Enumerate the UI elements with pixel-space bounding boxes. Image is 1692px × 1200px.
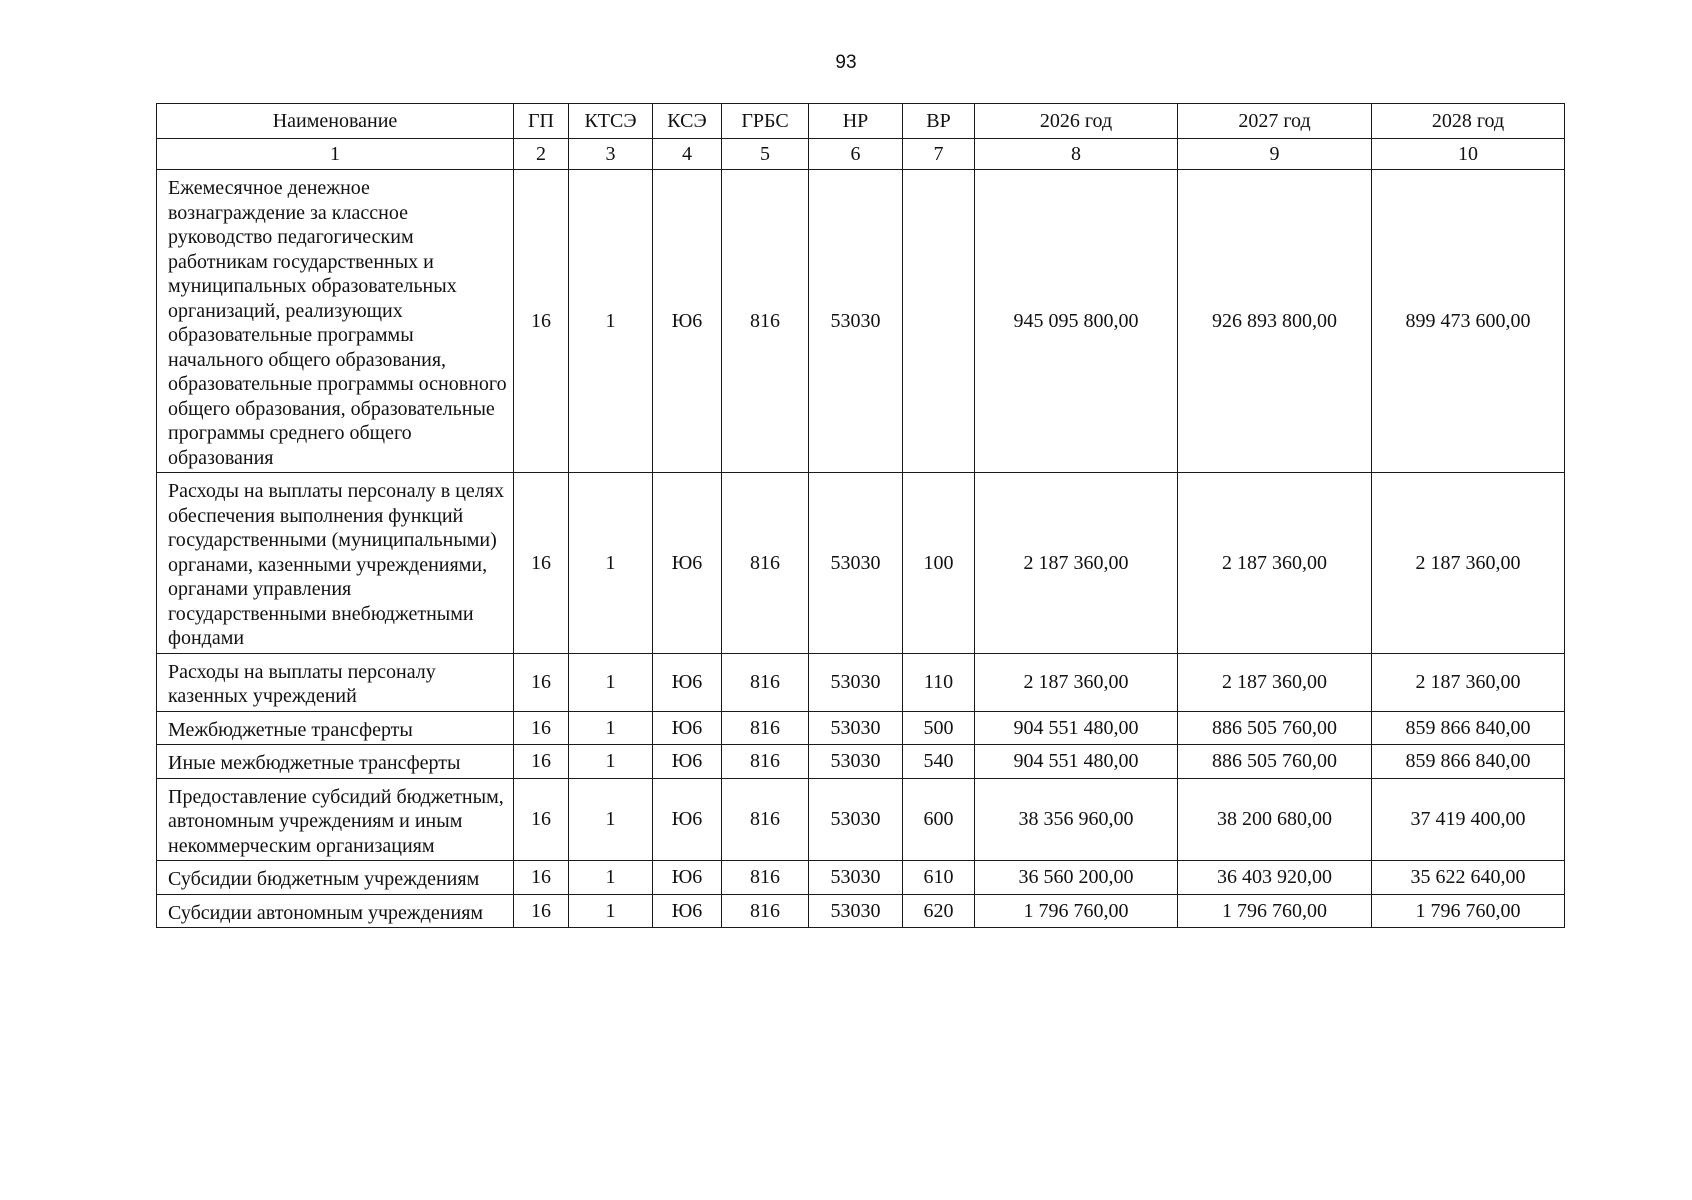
row-gp: 16 [514, 473, 569, 654]
header-year-2027: 2027 год [1178, 104, 1372, 139]
row-ktse: 1 [569, 711, 653, 745]
column-number: 8 [975, 139, 1178, 170]
row-amount-2027: 926 893 800,00 [1178, 170, 1372, 473]
row-nr: 53030 [809, 711, 903, 745]
row-amount-2027: 886 505 760,00 [1178, 711, 1372, 745]
row-amount-2027: 36 403 920,00 [1178, 861, 1372, 895]
table-row [157, 711, 1565, 745]
row-amount-2026: 945 095 800,00 [975, 170, 1178, 473]
column-number: 6 [809, 139, 903, 170]
row-gp: 16 [514, 745, 569, 779]
row-ktse: 1 [569, 473, 653, 654]
row-nr: 53030 [809, 170, 903, 473]
row-vr: 500 [903, 711, 975, 745]
column-number: 2 [514, 139, 569, 170]
row-grbs: 816 [722, 711, 809, 745]
row-amount-2028: 2 187 360,00 [1372, 653, 1565, 711]
row-kse: Ю6 [653, 653, 722, 711]
row-ktse: 1 [569, 778, 653, 861]
header-grbs: ГРБС [722, 104, 809, 139]
row-ktse: 1 [569, 170, 653, 473]
row-kse: Ю6 [653, 778, 722, 861]
column-number: 5 [722, 139, 809, 170]
row-name: Субсидии автономным учреждениям [157, 894, 514, 928]
row-nr: 53030 [809, 861, 903, 895]
row-amount-2028: 859 866 840,00 [1372, 745, 1565, 779]
row-ktse: 1 [569, 653, 653, 711]
row-vr: 610 [903, 861, 975, 895]
row-amount-2028: 859 866 840,00 [1372, 711, 1565, 745]
header-kse: КСЭ [653, 104, 722, 139]
row-kse: Ю6 [653, 745, 722, 779]
row-amount-2028: 35 622 640,00 [1372, 861, 1565, 895]
row-kse: Ю6 [653, 711, 722, 745]
row-gp: 16 [514, 170, 569, 473]
row-amount-2027: 38 200 680,00 [1178, 778, 1372, 861]
header-gp: ГП [514, 104, 569, 139]
row-grbs: 816 [722, 653, 809, 711]
table-row [157, 653, 1565, 711]
row-amount-2028: 1 796 760,00 [1372, 894, 1565, 928]
row-ktse: 1 [569, 745, 653, 779]
row-gp: 16 [514, 861, 569, 895]
header-ktse: КТСЭ [569, 104, 653, 139]
row-ktse: 1 [569, 861, 653, 895]
row-amount-2028: 2 187 360,00 [1372, 473, 1565, 654]
row-amount-2027: 2 187 360,00 [1178, 653, 1372, 711]
row-vr: 600 [903, 778, 975, 861]
row-gp: 16 [514, 711, 569, 745]
row-amount-2026: 38 356 960,00 [975, 778, 1178, 861]
row-kse: Ю6 [653, 170, 722, 473]
header-nr: НР [809, 104, 903, 139]
row-nr: 53030 [809, 653, 903, 711]
table-row [157, 861, 1565, 895]
row-vr: 620 [903, 894, 975, 928]
column-number: 10 [1372, 139, 1565, 170]
row-name: Расходы на выплаты персоналу казенных учреждений [157, 653, 514, 711]
row-name: Иные межбюджетные трансферты [157, 745, 514, 779]
row-amount-2026: 2 187 360,00 [975, 473, 1178, 654]
header-row [157, 104, 1565, 139]
row-amount-2026: 36 560 200,00 [975, 861, 1178, 895]
row-name: Предоставление субсидий бюджетным, автономным учреждениям и иным некоммерческим организациям [157, 778, 514, 861]
column-number: 7 [903, 139, 975, 170]
row-amount-2027: 886 505 760,00 [1178, 745, 1372, 779]
column-number: 9 [1178, 139, 1372, 170]
column-number-row [157, 139, 1565, 170]
header-year-2026: 2026 год [975, 104, 1178, 139]
header-vr: ВР [903, 104, 975, 139]
row-grbs: 816 [722, 473, 809, 654]
row-grbs: 816 [722, 861, 809, 895]
row-nr: 53030 [809, 778, 903, 861]
column-number: 4 [653, 139, 722, 170]
row-vr: 540 [903, 745, 975, 779]
header-name: Наименование [157, 104, 514, 139]
row-vr: 100 [903, 473, 975, 654]
budget-table [156, 103, 1565, 928]
row-nr: 53030 [809, 473, 903, 654]
row-gp: 16 [514, 778, 569, 861]
row-grbs: 816 [722, 894, 809, 928]
row-kse: Ю6 [653, 861, 722, 895]
row-kse: Ю6 [653, 894, 722, 928]
row-nr: 53030 [809, 745, 903, 779]
table-row [157, 745, 1565, 779]
row-amount-2026: 1 796 760,00 [975, 894, 1178, 928]
row-amount-2027: 1 796 760,00 [1178, 894, 1372, 928]
row-gp: 16 [514, 894, 569, 928]
row-amount-2027: 2 187 360,00 [1178, 473, 1372, 654]
row-vr: 110 [903, 653, 975, 711]
row-kse: Ю6 [653, 473, 722, 654]
row-amount-2028: 37 419 400,00 [1372, 778, 1565, 861]
column-number: 3 [569, 139, 653, 170]
row-amount-2026: 904 551 480,00 [975, 711, 1178, 745]
row-name: Субсидии бюджетным учреждениям [157, 861, 514, 895]
row-amount-2028: 899 473 600,00 [1372, 170, 1565, 473]
row-name: Расходы на выплаты персоналу в целях обеспечения выполнения функций государственными (муниципальными) органами, казенными учреждениями, органами управления государственными внебюджетными фондами [157, 473, 514, 654]
table-row [157, 778, 1565, 861]
row-vr [903, 170, 975, 473]
row-nr: 53030 [809, 894, 903, 928]
header-year-2028: 2028 год [1372, 104, 1565, 139]
row-amount-2026: 904 551 480,00 [975, 745, 1178, 779]
row-name: Межбюджетные трансферты [157, 711, 514, 745]
row-name: Ежемесячное денежное вознаграждение за классное руководство педагогическим работникам государственных и муниципальных образовательных организаций, реализующих образовательные программы начального общего образования, образовательные программы основного общего образования, образовательные программы среднего общего образования [157, 170, 514, 473]
column-number: 1 [157, 139, 514, 170]
row-ktse: 1 [569, 894, 653, 928]
row-amount-2026: 2 187 360,00 [975, 653, 1178, 711]
table-row [157, 894, 1565, 928]
table-row [157, 170, 1565, 473]
row-grbs: 816 [722, 778, 809, 861]
table-row [157, 473, 1565, 654]
page-number: 93 [835, 52, 857, 73]
row-grbs: 816 [722, 745, 809, 779]
row-grbs: 816 [722, 170, 809, 473]
row-gp: 16 [514, 653, 569, 711]
